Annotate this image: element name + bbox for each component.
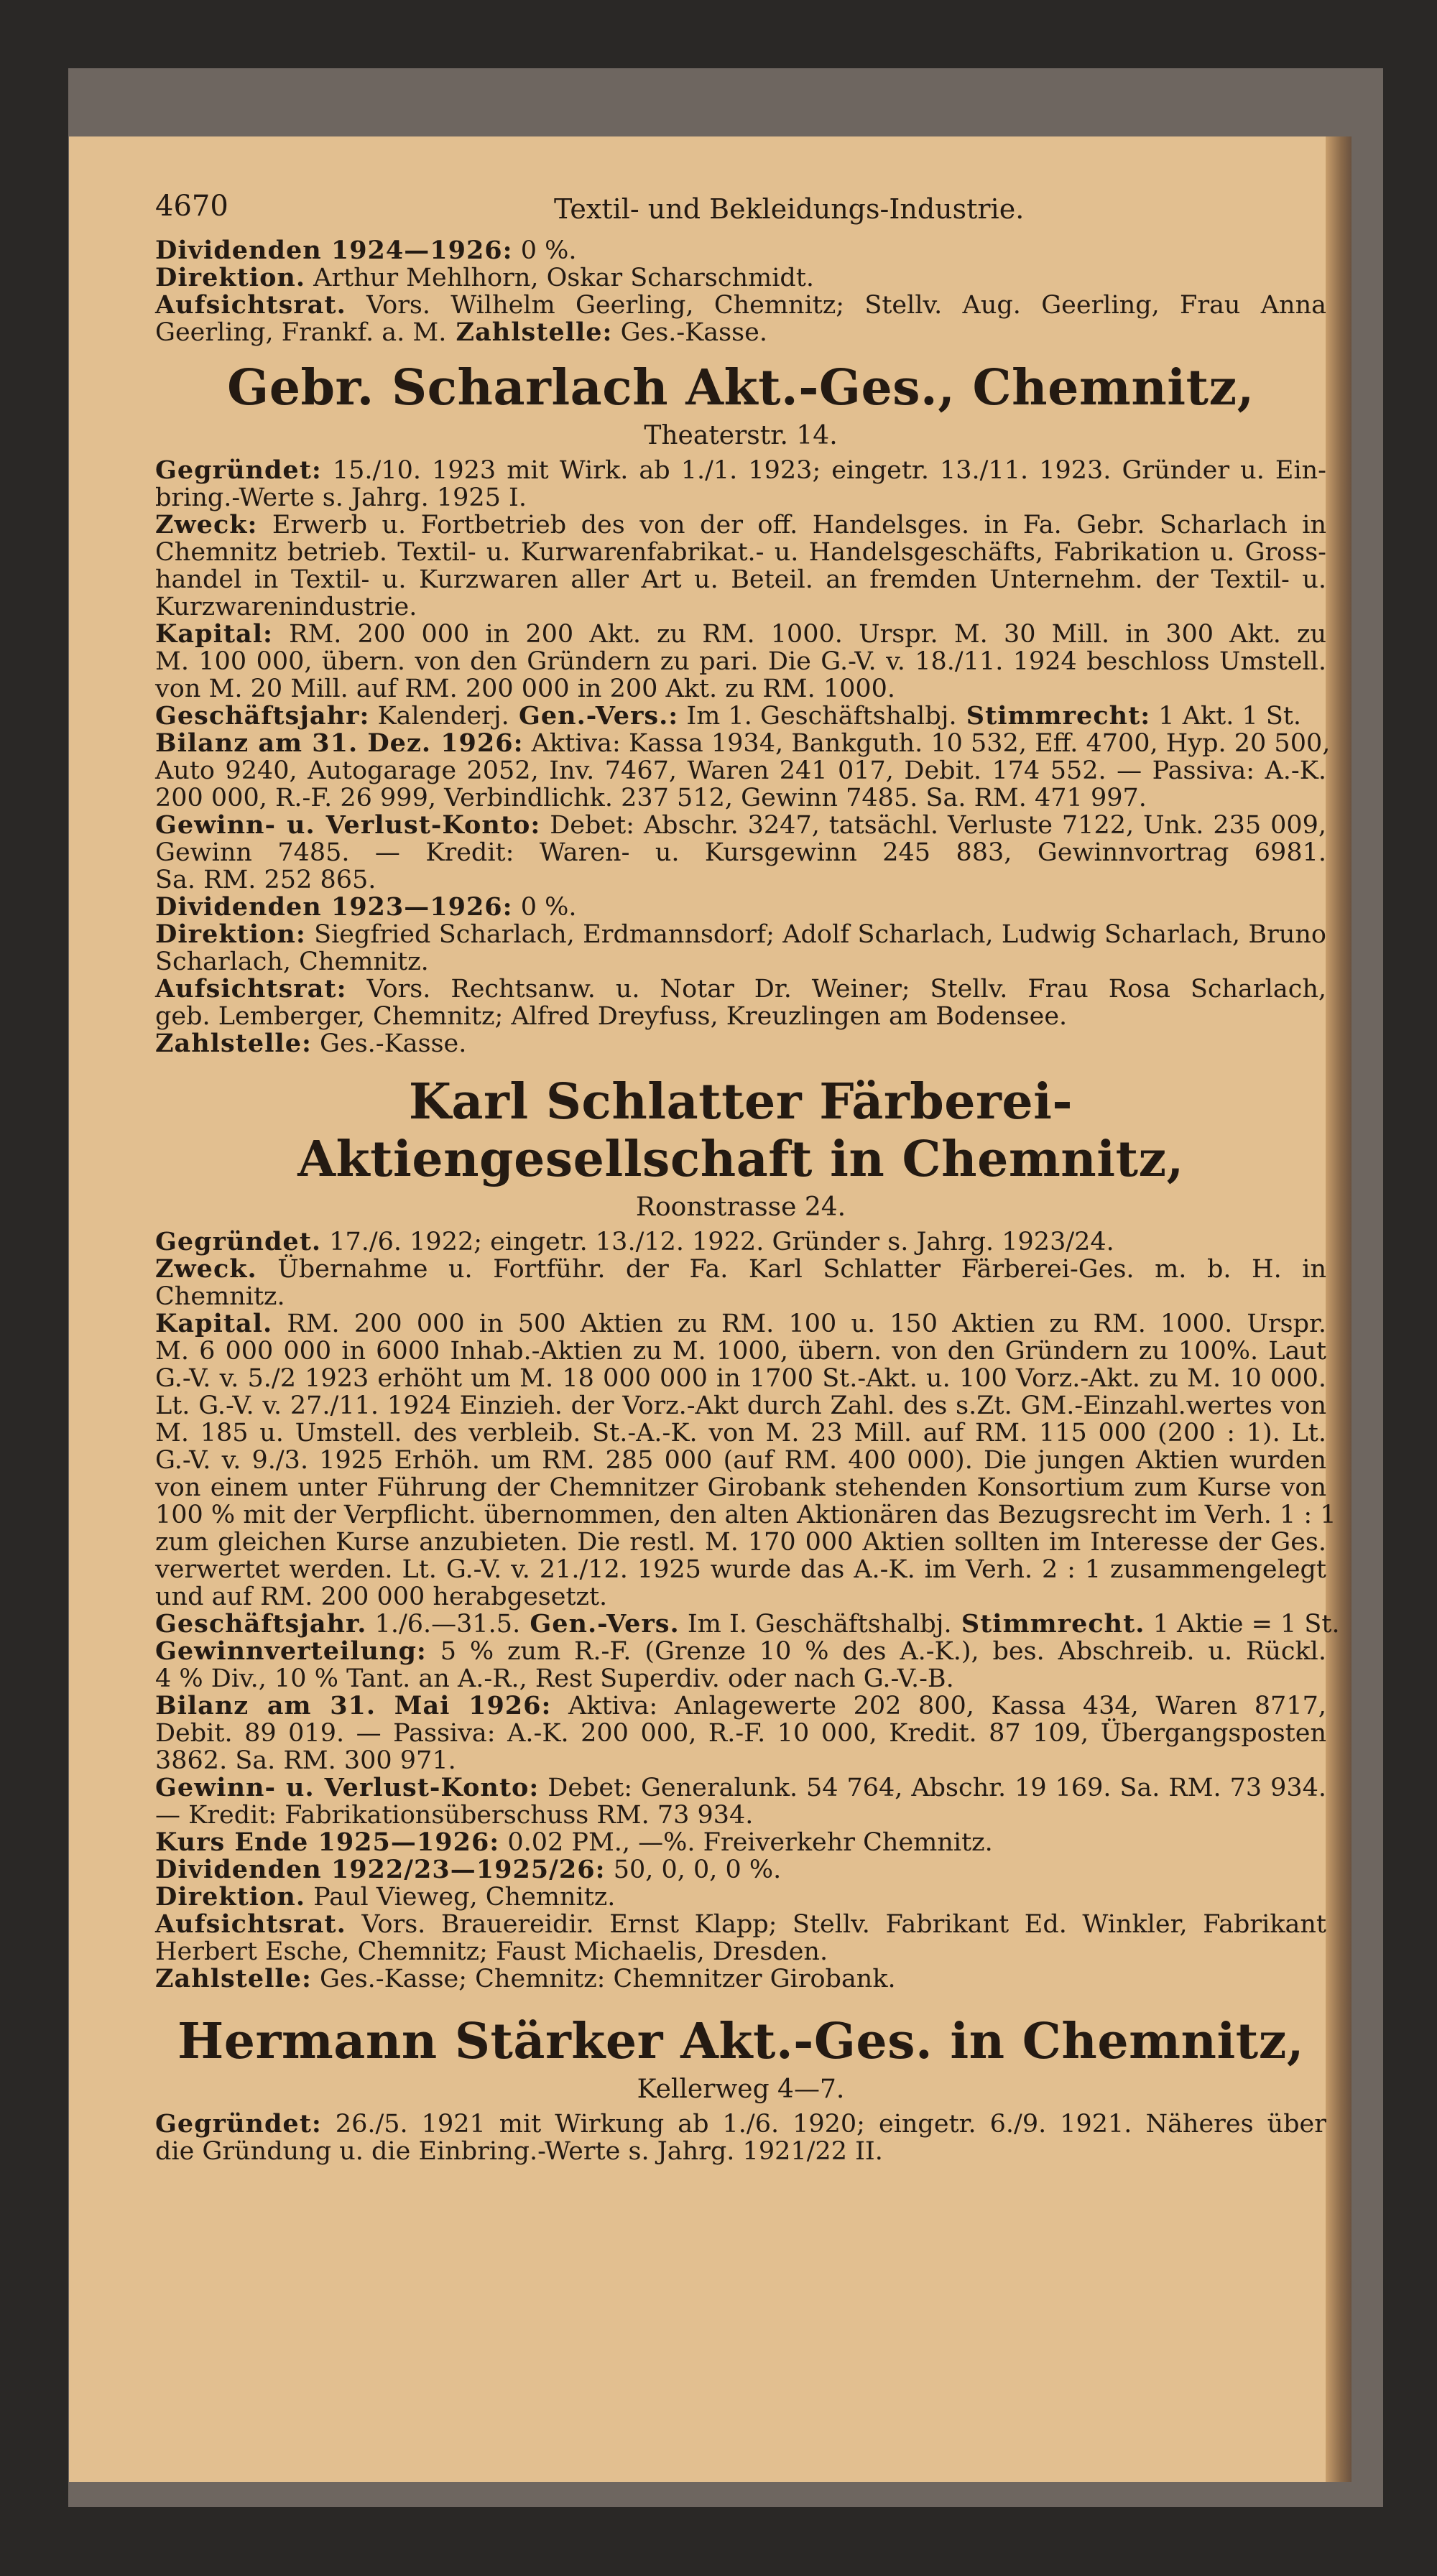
field-text: von einem unter Führung der Chemnitzer Girobank stehenden Konsortium zum Kurse von	[155, 1473, 1326, 1502]
text-line	[155, 539, 1326, 566]
field-text: Kurzwarenindustrie.	[155, 593, 417, 621]
field-text: 50, 0, 0, 0 %.	[605, 1855, 782, 1884]
field-text: 17./6. 1922; eingetr. 13./12. 1922. Gründer s. Jahrg. 1923/24.	[321, 1228, 1114, 1256]
field-label: Gegründet:	[155, 455, 322, 485]
text-line	[155, 1003, 1326, 1030]
field-text: verwertet werden. Lt. G.-V. v. 21./12. 1925 wurde das A.-K. im Verh. 2 : 1 zusammengelegt	[155, 1555, 1326, 1584]
page-content	[155, 190, 1340, 2166]
text-line	[155, 566, 1326, 593]
field-text: Im I. Geschäftshalbj.	[679, 1610, 952, 1639]
field-text: 3862. Sa. RM. 300 971.	[155, 1746, 456, 1775]
page-header	[155, 190, 1326, 236]
scanned-page	[69, 136, 1351, 2482]
field-label: Zweck:	[155, 510, 258, 539]
entry-staerker	[155, 2111, 1326, 2165]
field-text: M. 185 u. Umstell. des verbleib. St.-A.-K. von M. 23 Mill. auf RM. 115 000 (200 : 1). Lt.	[155, 1419, 1326, 1447]
page-title: Textil- und Bekleidungs-Industrie.	[554, 193, 1025, 225]
field-text: Im 1. Geschäftshalbj.	[678, 702, 957, 731]
field-text: Übernahme u. Fortführ. der Fa. Karl Schlatter Färberei-Ges. m. b. H. in	[257, 1255, 1326, 1284]
text-line	[155, 1392, 1326, 1419]
field-text: 0 %.	[512, 236, 577, 265]
text-line	[155, 1856, 1326, 1884]
field-text: 0 %.	[512, 893, 577, 922]
field-text: 4 % Div., 10 % Tant. an A.-R., Rest Superdiv. oder nach G.-V.-B.	[155, 1664, 954, 1693]
company-heading-schlatter: Karl Schlatter Färberei-Aktiengesellschaft in Chemnitz,	[297, 1073, 1184, 1188]
company-heading-staerker: Hermann Stärker Akt.-Ges. in Chemnitz,	[177, 2013, 1305, 2070]
field-text: G.-V. v. 5./2 1923 erhöht um M. 18 000 000 in 1700 St.-Akt. u. 100 Vorz.-Akt. zu M. 10 000.	[155, 1364, 1326, 1393]
field-label: Stimmrecht:	[956, 701, 1151, 731]
text-line	[155, 237, 1326, 264]
field-text: von M. 20 Mill. auf RM. 200 000 in 200 Akt. zu RM. 1000.	[155, 675, 896, 703]
field-text: Debet: Abschr. 3247, tatsächl. Verluste 7122, Unk. 235 009,	[540, 811, 1327, 840]
field-label: Gegründet.	[155, 1227, 322, 1256]
text-line	[155, 1583, 1326, 1611]
field-text: Debet: Generalunk. 54 764, Abschr. 19 169. Sa. RM. 73 934.	[539, 1774, 1327, 1802]
company-address-schlatter: Roonstrasse 24.	[635, 1192, 846, 1222]
text-line	[155, 784, 1326, 812]
field-text: 1 Aktie = 1 St.	[1145, 1610, 1340, 1639]
text-line	[155, 292, 1326, 319]
field-text: 1./6.—31.5.	[366, 1610, 521, 1639]
field-text: Aktiva: Kassa 1934, Bankguth. 10 532, Eff. 4700, Hyp. 20 500,	[523, 729, 1331, 758]
field-label: Bilanz am 31. Dez. 1926:	[155, 728, 524, 758]
text-line	[155, 921, 1326, 948]
text-line	[155, 1030, 1326, 1057]
text-line	[155, 1884, 1326, 1911]
field-text: handel in Textil- u. Kurzwaren aller Art u. Beteil. an fremden Unternehm. der Textil- u.	[155, 565, 1326, 594]
company-address-scharlach: Theaterstr. 14.	[644, 421, 838, 450]
text-line	[155, 1720, 1326, 1747]
text-line	[155, 1365, 1326, 1392]
text-line	[155, 1447, 1326, 1474]
text-line	[155, 1911, 1326, 1938]
field-label: Kapital.	[155, 1309, 273, 1338]
text-line	[155, 1774, 1326, 1802]
field-text: Scharlach, Chemnitz.	[155, 948, 429, 976]
text-line	[155, 1938, 1326, 1965]
text-line	[155, 264, 1326, 292]
text-line	[155, 1556, 1326, 1583]
text-line	[155, 948, 1326, 976]
text-line	[155, 319, 1326, 346]
entry-schlatter	[155, 1227, 1340, 1993]
text-line	[155, 1692, 1326, 1720]
text-line	[155, 648, 1326, 675]
field-text: geb. Lemberger, Chemnitz; Alfred Dreyfuss, Kreuzlingen am Bodensee.	[155, 1002, 1068, 1031]
field-text: Ges.-Kasse; Chemnitz: Chemnitzer Girobank.	[311, 1965, 896, 1993]
field-label: Zahlstelle:	[155, 1964, 312, 1993]
text-line	[155, 1338, 1326, 1365]
field-text: Geerling, Frankf. a. M.	[155, 318, 447, 347]
field-text: Chemnitz betrieb. Textil- u. Kurwarenfabrikat.- u. Handelsgeschäfts, Fabrikation u. Gross-	[155, 538, 1326, 567]
field-text: Arthur Mehlhorn, Oskar Scharschmidt.	[305, 264, 814, 292]
field-text: Gewinn 7485. — Kredit: Waren- u. Kursgewinn 245 883, Gewinnvortrag 6981.	[155, 838, 1326, 867]
text-line	[155, 703, 1326, 730]
text-line	[155, 1802, 1326, 1829]
text-line	[155, 1529, 1326, 1556]
field-label: Aufsichtsrat:	[155, 974, 347, 1004]
text-line	[155, 1829, 1326, 1856]
text-line	[155, 1747, 1326, 1774]
field-text: Lt. G.-V. v. 27./11. 1924 Einzieh. der Vorz.-Akt durch Zahl. des s.Zt. GM.-Einzahl.wertes von	[155, 1391, 1326, 1420]
field-text: Sa. RM. 252 865.	[155, 866, 376, 894]
field-text: zum gleichen Kurse anzubieten. Die restl. M. 170 000 Aktien sollten im Interesse der Ges.	[155, 1528, 1326, 1557]
text-line	[155, 457, 1326, 484]
field-text: 100 % mit der Verpflicht. übernommen, den alten Aktionären das Bezugsrecht im Verh. 1 : 1	[155, 1501, 1336, 1529]
field-label: Zweck.	[155, 1254, 257, 1284]
field-label: Aufsichtsrat.	[155, 1909, 346, 1939]
field-text: M. 6 000 000 in 6000 Inhab.-Aktien zu M. 1000, übern. von den Gründern zu 100%. Laut	[155, 1337, 1326, 1366]
text-line	[155, 1419, 1326, 1447]
text-line	[155, 2138, 1326, 2165]
field-text: Vors. Brauereidir. Ernst Klapp; Stellv. Fabrikant Ed. Winkler, Fabrikant	[346, 1910, 1326, 1939]
field-label: Zahlstelle:	[446, 318, 613, 347]
field-text: Erwerb u. Fortbetrieb des von der off. Handelsges. in Fa. Gebr. Scharlach in	[257, 511, 1326, 539]
text-line	[155, 1310, 1326, 1338]
field-text: bring.-Werte s. Jahrg. 1925 I.	[155, 483, 527, 512]
text-line	[155, 1965, 1326, 1993]
text-line	[155, 1665, 1326, 1692]
field-text: 5 % zum R.-F. (Grenze 10 % des A.-K.), bes. Abschreib. u. Rückl.	[426, 1637, 1326, 1666]
text-line	[155, 2111, 1326, 2138]
text-line	[155, 757, 1326, 784]
field-text: Aktiva: Anlagewerte 202 800, Kassa 434, Waren 8717,	[551, 1692, 1326, 1720]
field-text: 15./10. 1923 mit Wirk. ab 1./1. 1923; eingetr. 13./11. 1923. Gründer u. Ein-	[321, 456, 1326, 485]
field-label: Direktion.	[155, 1882, 306, 1912]
company-address-staerker: Kellerweg 4—7.	[637, 2075, 845, 2104]
field-text: — Kredit: Fabrikationsüberschuss RM. 73 934.	[155, 1801, 754, 1830]
field-label: Gewinn- u. Verlust-Konto:	[155, 810, 541, 840]
field-text: Chemnitz.	[155, 1282, 285, 1311]
field-text: Auto 9240, Autogarage 2052, Inv. 7467, Waren 241 017, Debit. 174 552. — Passiva: A.-K.	[155, 756, 1326, 785]
field-text: G.-V. v. 9./3. 1925 Erhöh. um RM. 285 000 (auf RM. 400 000). Die jungen Aktien wurden	[155, 1446, 1326, 1475]
field-text: und auf RM. 200 000 herabgesetzt.	[155, 1583, 608, 1611]
field-text: die Gründung u. die Einbring.-Werte s. Jahrg. 1921/22 II.	[155, 2137, 883, 2166]
field-label: Kapital:	[155, 619, 273, 649]
field-label: Bilanz am 31. Mai 1926:	[155, 1691, 552, 1720]
text-line	[155, 976, 1326, 1003]
field-text: Vors. Rechtsanw. u. Notar Dr. Weiner; Stellv. Frau Rosa Scharlach,	[346, 975, 1326, 1004]
company-heading-scharlach: Gebr. Scharlach Akt.-Ges., Chemnitz,	[227, 359, 1255, 417]
text-line	[155, 1638, 1326, 1665]
field-label: Gewinnverteilung:	[155, 1636, 427, 1666]
field-text: Ges.-Kasse.	[612, 318, 767, 347]
text-line	[155, 484, 1326, 511]
text-line	[155, 839, 1326, 866]
field-text: 26./5. 1921 mit Wirkung ab 1./6. 1920; eingetr. 6./9. 1921. Näheres über	[321, 2110, 1326, 2139]
field-text: Kalenderj.	[369, 702, 509, 731]
text-line	[155, 728, 1331, 758]
field-text: Vors. Wilhelm Geerling, Chemnitz; Stellv. Aug. Geerling, Frau Anna	[346, 291, 1326, 320]
field-text: Debit. 89 019. — Passiva: A.-K. 200 000, R.-F. 10 000, Kredit. 87 109, Übergangsposten	[155, 1719, 1326, 1748]
text-line	[155, 1256, 1326, 1283]
field-text: Ges.-Kasse.	[311, 1029, 467, 1058]
field-label: Dividenden 1923—1926:	[155, 892, 513, 922]
field-label: Geschäftsjahr.	[155, 1609, 367, 1639]
page-number: 4670	[155, 190, 228, 223]
text-line	[155, 812, 1326, 839]
field-label: Dividenden 1922/23—1925/26:	[155, 1855, 606, 1884]
field-label: Dividenden 1924—1926:	[155, 236, 513, 265]
field-text: Paul Vieweg, Chemnitz.	[305, 1883, 616, 1912]
text-line	[155, 1501, 1336, 1529]
field-label: Gewinn- u. Verlust-Konto:	[155, 1773, 540, 1802]
text-line	[155, 1609, 1340, 1639]
field-label: Gen.-Vers.:	[509, 701, 679, 731]
field-label: Aufsichtsrat.	[155, 290, 346, 320]
field-text: Herbert Esche, Chemnitz; Faust Michaelis, Dresden.	[155, 1937, 828, 1966]
field-label: Direktion.	[155, 263, 306, 292]
text-line	[155, 593, 1326, 621]
field-label: Gegründet:	[155, 2109, 322, 2139]
page-spine-shadow	[1326, 136, 1351, 2482]
field-text: RM. 200 000 in 500 Aktien zu RM. 100 u. 150 Aktien zu RM. 1000. Urspr.	[272, 1310, 1326, 1338]
text-line	[155, 675, 1326, 703]
field-text: Siegfried Scharlach, Erdmannsdorf; Adolf Scharlach, Ludwig Scharlach, Bruno	[305, 920, 1326, 949]
field-label: Geschäftsjahr:	[155, 701, 370, 731]
field-label: Gen.-Vers.	[520, 1609, 680, 1639]
field-label: Zahlstelle:	[155, 1029, 312, 1058]
text-line	[155, 511, 1326, 539]
field-label: Direktion:	[155, 919, 306, 949]
text-line	[155, 1228, 1326, 1256]
field-label: Kurs Ende 1925—1926:	[155, 1827, 500, 1857]
text-line	[155, 1474, 1326, 1501]
text-line	[155, 621, 1326, 648]
field-text: RM. 200 000 in 200 Akt. zu RM. 1000. Urspr. M. 30 Mill. in 300 Akt. zu	[272, 620, 1326, 649]
field-label: Stimmrecht.	[951, 1609, 1145, 1639]
field-text: 200 000, R.-F. 26 999, Verbindlichk. 237 512, Gewinn 7485. Sa. RM. 471 997.	[155, 784, 1147, 812]
text-line	[155, 894, 1326, 921]
entry-scharlach	[155, 455, 1331, 1058]
field-text: M. 100 000, übern. von den Gründern zu pari. Die G.-V. v. 18./11. 1924 beschloss Umstell.	[155, 647, 1326, 676]
field-text: 0.02 PM., —%. Freiverkehr Chemnitz.	[499, 1828, 993, 1857]
text-line	[155, 866, 1326, 894]
field-text: 1 Akt. 1 St.	[1150, 702, 1302, 731]
entry-geerling-tail	[155, 237, 1326, 346]
text-line	[155, 1283, 1326, 1310]
